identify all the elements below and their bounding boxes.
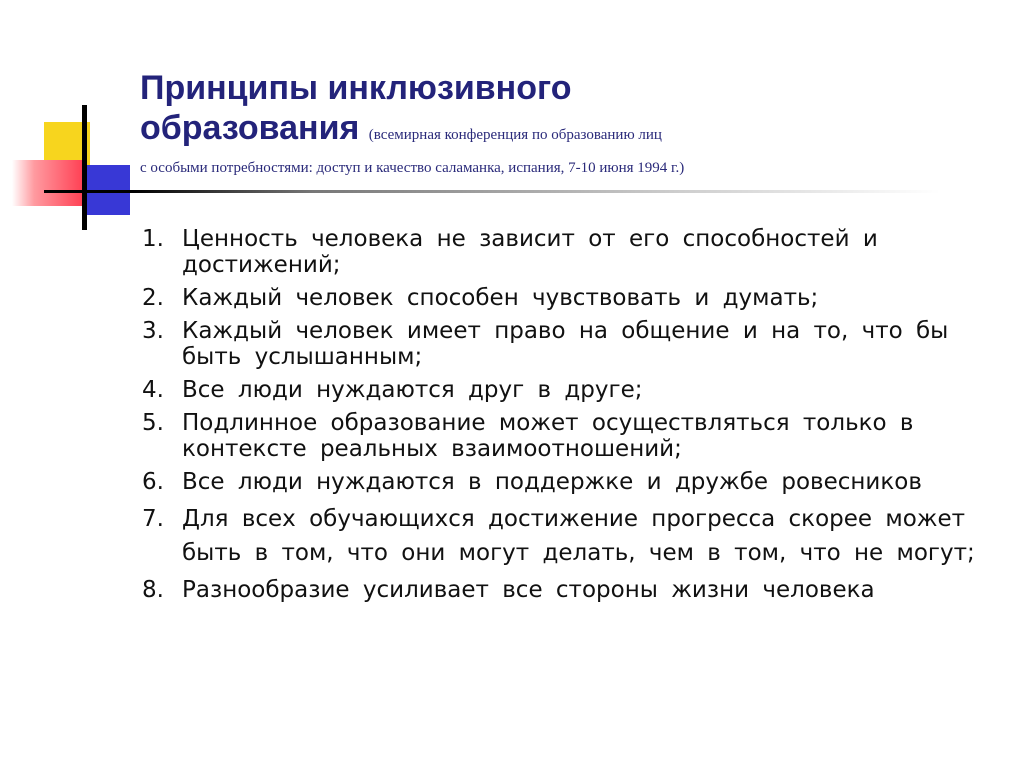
slide-title xyxy=(140,68,960,155)
title-subtitle-line-2: с особыми потребностями: доступ и качество саламанка, испания, 7-10 июня 1994 г.) xyxy=(140,160,685,176)
title-word-education: образования xyxy=(140,109,360,147)
item-text: Для всех обучающихся достижение прогресса скорее может быть в том, что они могут делать, чем в том, что не могут; xyxy=(182,506,975,566)
item-text: Все люди нуждаются друг в друге; xyxy=(182,377,643,403)
item-text: Все люди нуждаются в поддержке и дружбе ровесников xyxy=(182,469,922,495)
list-item xyxy=(142,502,1002,570)
list-item xyxy=(142,410,1002,462)
list-item xyxy=(142,226,1002,278)
item-number: 4. xyxy=(142,377,164,403)
list-item xyxy=(142,285,1002,311)
item-number: 8. xyxy=(142,577,164,603)
item-number: 5. xyxy=(142,410,164,436)
list-item xyxy=(142,377,1002,403)
list-item xyxy=(142,469,1002,495)
item-text: Каждый человек способен чувствовать и думать; xyxy=(182,285,819,311)
item-number: 3. xyxy=(142,318,164,344)
item-text: Ценность человека не зависит от его способностей и достижений; xyxy=(182,226,878,278)
decor-red-square xyxy=(12,160,86,206)
decor-vertical-line xyxy=(82,105,87,230)
list-item xyxy=(142,318,1002,370)
item-number: 2. xyxy=(142,285,164,311)
title-line-2 xyxy=(140,108,960,155)
decor-horizontal-line xyxy=(44,190,940,193)
item-number: 6. xyxy=(142,469,164,495)
principles-list xyxy=(142,226,1002,610)
item-number: 7. xyxy=(142,506,164,532)
list-item xyxy=(142,577,1002,603)
item-number: 1. xyxy=(142,226,164,252)
item-text: Подлинное образование может осуществляться только в контексте реальных взаимоотношений; xyxy=(182,410,914,462)
title-subtitle-inline: (всемирная конференция по образованию лиц xyxy=(368,127,662,143)
item-text: Разнообразие усиливает все стороны жизни человека xyxy=(182,577,875,603)
title-line-1: Принципы инклюзивного xyxy=(140,69,572,107)
item-text: Каждый человек имеет право на общение и на то, что бы быть услышанным; xyxy=(182,318,949,370)
